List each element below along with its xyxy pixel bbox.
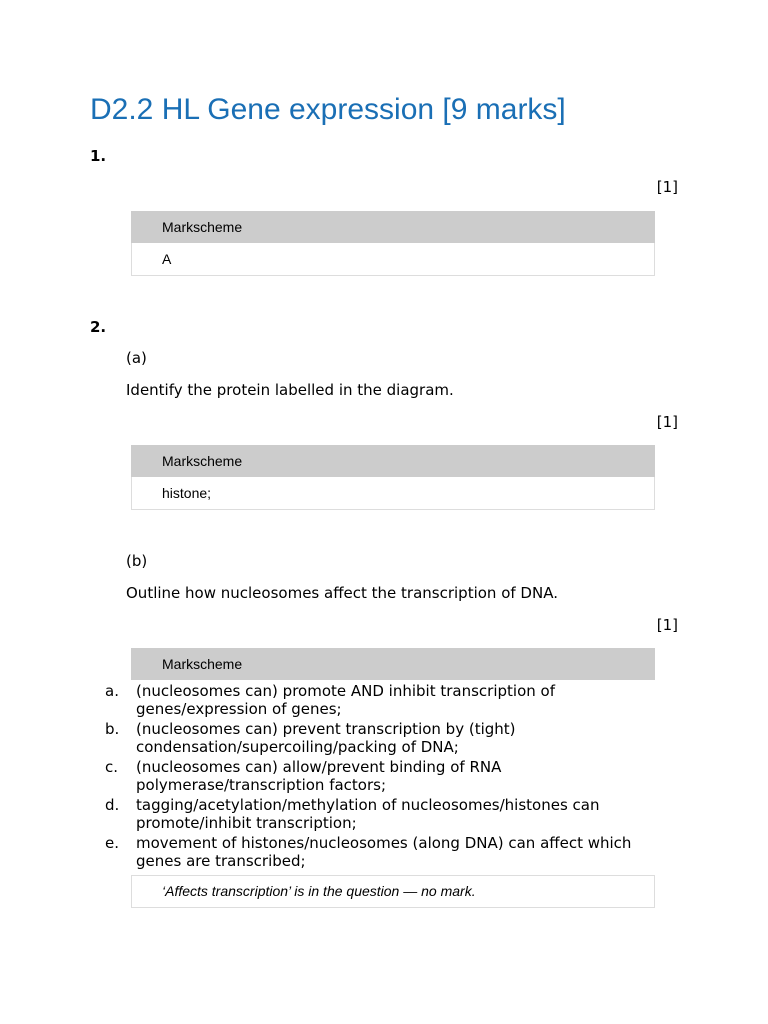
question-2a-label: (a) — [126, 349, 147, 367]
markscheme-header-q2a: Markscheme — [131, 445, 655, 477]
question-2b-label: (b) — [126, 552, 148, 570]
list-item-label: d. — [105, 796, 120, 814]
question-2-number: 2. — [90, 318, 107, 336]
markscheme-header-q2b: Markscheme — [131, 648, 655, 680]
question-1-marks: [1] — [656, 178, 678, 196]
markscheme-answer-q1: A — [131, 243, 655, 276]
list-item-label: a. — [105, 682, 119, 700]
markscheme-note-q2b: ‘Affects transcription’ is in the question — no mark. — [131, 875, 655, 908]
markscheme-answer-q2a: histone; — [131, 477, 655, 510]
list-item — [105, 720, 665, 756]
question-2b-text: Outline how nucleosomes affect the transcription of DNA. — [126, 584, 558, 602]
list-item-text: (nucleosomes can) allow/prevent binding of RNA polymerase/transcription factors; — [136, 758, 502, 794]
page-title: D2.2 HL Gene expression [9 marks] — [90, 93, 566, 126]
question-2b-marks: [1] — [656, 616, 678, 634]
list-item — [105, 834, 665, 870]
question-2a-text: Identify the protein labelled in the diagram. — [126, 381, 454, 399]
list-item-label: b. — [105, 720, 120, 738]
list-item-text: movement of histones/nucleosomes (along DNA) can affect which genes are transcribed; — [136, 834, 632, 870]
list-item-label: c. — [105, 758, 119, 776]
list-item — [105, 682, 665, 718]
question-2a-marks: [1] — [656, 413, 678, 431]
markscheme-header-q1: Markscheme — [131, 211, 655, 243]
list-item-label: e. — [105, 834, 119, 852]
list-item-text: (nucleosomes can) prevent transcription by (tight) condensation/supercoiling/packing of DNA; — [136, 720, 516, 756]
list-item-text: tagging/acetylation/methylation of nucleosomes/histones can promote/inhibit transcription; — [136, 796, 600, 832]
markscheme-points-q2b — [105, 682, 665, 872]
question-1-number: 1. — [90, 147, 107, 165]
list-item — [105, 796, 665, 832]
list-item-text: (nucleosomes can) promote AND inhibit transcription of genes/expression of genes; — [136, 682, 555, 718]
list-item — [105, 758, 665, 794]
